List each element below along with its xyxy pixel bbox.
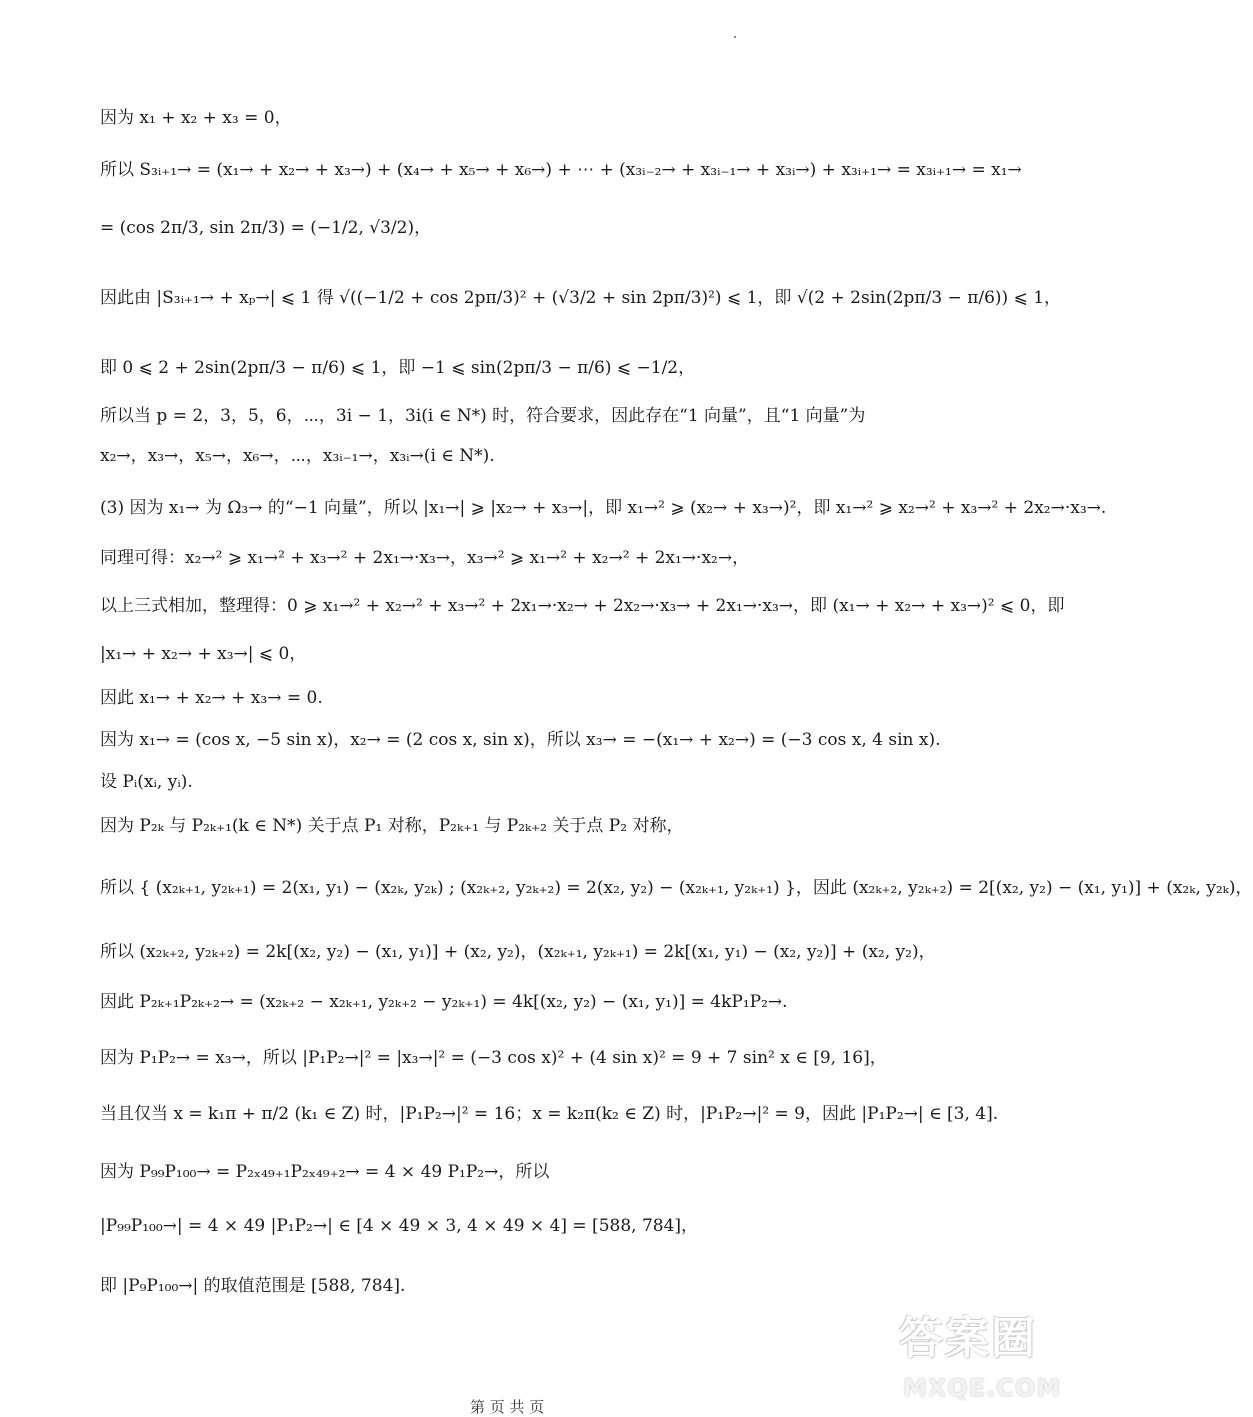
solution-line-10: 以上三式相加，整理得：0 ⩾ x₁→² + x₂→² + x₃→² + 2x₁→·x₂→ + 2x₂→·x₃→ + 2x₁→·x₃→，即 (x₁→ + x₂→ + x₃→)² ⩽ 0，即 xyxy=(100,596,1065,616)
solution-line-12: 因此 x₁→ + x₂→ + x₃→ = 0. xyxy=(100,688,323,708)
solution-line-23: 即 |P₉P₁₀₀→| 的取值范围是 [588, 784]. xyxy=(100,1276,406,1296)
solution-line-9: 同理可得：x₂→² ⩾ x₁→² + x₃→² + 2x₁→·x₃→，x₃→² ⩾ x₁→² + x₂→² + 2x₁→·x₂→， xyxy=(100,548,750,568)
solution-line-20: 当且仅当 x = k₁π + π/2 (k₁ ∈ Z) 时，|P₁P₂→|² = 16；x = k₂π(k₂ ∈ Z) 时，|P₁P₂→|² = 9，因此 |P₁P₂→| ∈ [3, 4]. xyxy=(100,1104,999,1124)
solution-line-14: 设 Pᵢ(xᵢ, yᵢ). xyxy=(100,772,193,792)
solution-line-22: |P₉₉P₁₀₀→| = 4 × 49 |P₁P₂→| ∈ [4 × 49 × 3, 4 × 49 × 4] = [588, 784]， xyxy=(100,1216,699,1236)
solution-line-5: 即 0 ⩽ 2 + 2sin(2pπ/3 − π/6) ⩽ 1，即 −1 ⩽ sin(2pπ/3 − π/6) ⩽ −1/2， xyxy=(100,358,696,378)
solution-line-11: |x₁→ + x₂→ + x₃→| ⩽ 0， xyxy=(100,644,307,664)
watermark-logo: 答案圈 xyxy=(899,1313,1037,1364)
solution-line-3: = (cos 2π/3, sin 2π/3) = (−1/2, √3/2)， xyxy=(100,218,432,238)
solution-line-17: 所以 (x₂ₖ₊₂, y₂ₖ₊₂) = 2k[(x₂, y₂) − (x₁, y₁)] + (x₂, y₂)，(x₂ₖ₊₁, y₂ₖ₊₁) = 2k[(x₁, y₁) − (x₂, y₂)] + (x₂, y₂)， xyxy=(100,942,936,962)
solution-line-16: 所以 { (x₂ₖ₊₁, y₂ₖ₊₁) = 2(x₁, y₁) − (x₂ₖ, y₂ₖ) ; (x₂ₖ₊₂, y₂ₖ₊₂) = 2(x₂, y₂) − (x₂ₖ₊₁, y₂ₖ₊₁) }，因此 (x₂ₖ₊₂, y₂ₖ₊₂) = 2[(x₂, y₂) − (x₁, y₁)] + (x₂ₖ, y₂ₖ)， xyxy=(100,878,1253,898)
solution-line-6: 所以当 p = 2，3，5，6，⋯，3i − 1，3i(i ∈ N*) 时，符合要求，因此存在“1 向量”，且“1 向量”为 xyxy=(100,406,866,426)
solution-line-8: (3) 因为 x₁→ 为 Ω₃→ 的“−1 向量”，所以 |x₁→| ⩾ |x₂→ + x₃→|，即 x₁→² ⩾ (x₂→ + x₃→)²，即 x₁→² ⩾ x₂→² + x₃→² + 2x₂→·x₃→. xyxy=(100,498,1107,518)
solution-line-1: 因为 x₁ + x₂ + x₃ = 0， xyxy=(100,108,292,128)
solution-line-19: 因为 P₁P₂→ = x₃→，所以 |P₁P₂→|² = |x₃→|² = (−3 cos x)² + (4 sin x)² = 9 + 7 sin² x ∈ [9, 16]， xyxy=(100,1048,887,1068)
solution-line-13: 因为 x₁→ = (cos x, −5 sin x)，x₂→ = (2 cos x, sin x)，所以 x₃→ = −(x₁→ + x₂→) = (−3 cos x, 4 sin x). xyxy=(100,730,941,750)
watermark-site-text: MXQE.COM xyxy=(903,1374,1062,1402)
solution-line-4: 因此由 |S₃ᵢ₊₁→ + xₚ→| ⩽ 1 得 √((−1/2 + cos 2pπ/3)² + (√3/2 + sin 2pπ/3)²) ⩽ 1，即 √(2 + 2sin(2pπ/3 − π/6)) ⩽ 1， xyxy=(100,288,1062,308)
watermark xyxy=(895,1308,1067,1408)
solution-line-7: x₂→，x₃→，x₅→，x₆→，⋯，x₃ᵢ₋₁→，x₃ᵢ→(i ∈ N*). xyxy=(100,446,495,466)
solution-line-15: 因为 P₂ₖ 与 P₂ₖ₊₁(k ∈ N*) 关于点 P₁ 对称，P₂ₖ₊₁ 与 P₂ₖ₊₂ 关于点 P₂ 对称， xyxy=(100,816,684,836)
solution-line-18: 因此 P₂ₖ₊₁P₂ₖ₊₂→ = (x₂ₖ₊₂ − x₂ₖ₊₁, y₂ₖ₊₂ − y₂ₖ₊₁) = 4k[(x₂, y₂) − (x₁, y₁)] = 4kP₁P₂→. xyxy=(100,992,788,1012)
scan-speck xyxy=(734,36,736,38)
page-footer: 第 页 共 页 xyxy=(470,1398,545,1416)
solution-line-21: 因为 P₉₉P₁₀₀→ = P₂ₓ₄₉₊₁P₂ₓ₄₉₊₂→ = 4 × 49 P₁P₂→，所以 xyxy=(100,1162,550,1182)
solution-line-2: 所以 S₃ᵢ₊₁→ = (x₁→ + x₂→ + x₃→) + (x₄→ + x₅→ + x₆→) + ⋯ + (x₃ᵢ₋₂→ + x₃ᵢ₋₁→ + x₃ᵢ→) + x₃ᵢ₊₁→ = x₃ᵢ₊₁→ = x₁→ xyxy=(100,160,1022,180)
